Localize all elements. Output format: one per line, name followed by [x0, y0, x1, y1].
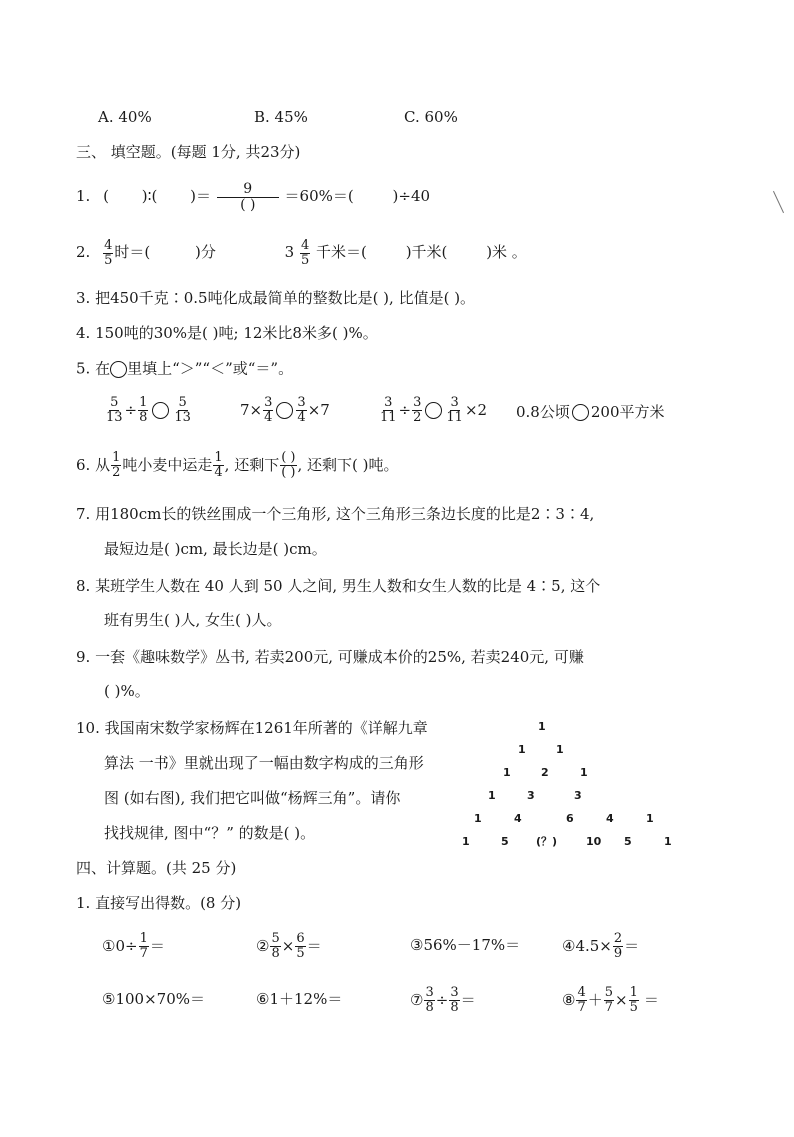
choice-a: A. 40% — [98, 108, 152, 126]
fraction: $\frac{2}{9}$ — [613, 931, 623, 961]
expr-suffix: ×2 — [464, 400, 488, 419]
question-1 — [76, 182, 430, 212]
q1-p1: ( — [103, 187, 109, 206]
tri-cell: 2 — [541, 766, 549, 779]
tri-cell: 5 — [624, 835, 632, 848]
calc-item-3: ③56%－17%＝ — [410, 936, 521, 954]
q10-line1: 10. 我国南宋数学家杨辉在1261年所著的《详解九章 — [76, 719, 428, 737]
fraction: $\frac{1}{5}$ — [629, 985, 638, 1015]
q1-p4: ＝60%＝( — [284, 187, 354, 206]
fraction-blank: ( ) ( ) — [281, 450, 296, 480]
q10-line2: 算法 一书》里就出现了一幅由数字构成的三角形 — [104, 754, 424, 772]
q9-line1: 9. 一套《趣味数学》丛书, 若卖200元, 可赚成本价的25%, 若卖240元, 可赚 — [76, 648, 584, 666]
calc-item-2 — [256, 932, 322, 960]
tri-cell: 3 — [574, 789, 582, 802]
compare-circle-icon[interactable] — [425, 402, 442, 419]
q9-line2: ( )%。 — [104, 682, 150, 700]
operator: ÷ — [435, 990, 449, 1009]
fraction: $\frac{3}{11}$ — [380, 395, 397, 425]
operator: ÷ — [398, 400, 412, 419]
question-6 — [76, 451, 399, 479]
expr-prefix: 4.5× — [575, 936, 612, 955]
equals: ＝ — [149, 936, 165, 955]
blank-circle-icon — [110, 361, 127, 378]
item-index: ④ — [562, 936, 576, 955]
q2-num: 2. — [76, 243, 91, 262]
scan-mark — [773, 191, 784, 213]
q2-p5: )米 。 — [486, 243, 527, 262]
fraction: $\frac{3}{2}$ — [413, 395, 422, 425]
fraction: $\frac{3}{4}$ — [297, 395, 306, 425]
tri-cell: 1 — [538, 720, 546, 733]
operator: ÷ — [124, 400, 138, 419]
tri-cell: 5 — [501, 835, 509, 848]
compare-circle-icon[interactable] — [276, 402, 293, 419]
calc-title: 1. 直接写出得数。(8 分) — [76, 894, 242, 912]
calc-item-8 — [562, 986, 659, 1014]
section3-title: 三、 填空题。(每题 1分, 共23分) — [76, 143, 301, 161]
item-index: ② — [256, 936, 270, 955]
q2-whole: 3 — [284, 243, 295, 262]
item-index: ① — [102, 936, 116, 955]
tri-cell: 4 — [606, 812, 614, 825]
calc-item-4 — [562, 932, 639, 960]
tri-cell-unknown: (？) — [536, 835, 558, 848]
tri-cell: 1 — [556, 743, 564, 756]
calc-item-5: ⑤100×70%＝ — [102, 990, 205, 1008]
fraction: $\frac{3}{4}$ — [264, 395, 273, 425]
q2-p4: )千米( — [405, 243, 448, 262]
q6-p4: , 还剩下( )吨。 — [297, 455, 399, 474]
q1-p3: )＝ — [190, 187, 211, 206]
operator: × — [615, 990, 628, 1009]
q2-p3: 千米＝( — [316, 243, 367, 262]
q1-p2: )∶( — [141, 187, 158, 206]
question-4: 4. 150吨的30%是( )吨; 12米比8米多( )%。 — [76, 324, 378, 342]
q7-line1: 7. 用180cm长的铁丝围成一个三角形, 这个三角形三条边长度的比是2∶3∶4, — [76, 505, 595, 523]
expr-prefix: 0÷ — [115, 936, 138, 955]
equals: ＝ — [460, 990, 476, 1009]
equals: ＝ — [643, 990, 659, 1009]
fraction: $\frac{3}{8}$ — [425, 985, 434, 1015]
equals: ＝ — [624, 936, 640, 955]
expr-prefix: 0.8公顷 — [516, 403, 570, 421]
q1-fraction: 9 ( ) — [217, 182, 279, 212]
q5-expr-3 — [378, 396, 487, 424]
question-2 — [76, 239, 527, 267]
q1-p5: )÷40 — [392, 187, 431, 206]
fraction: $\frac{3}{11}$ — [446, 395, 463, 425]
choice-b: B. 45% — [254, 108, 308, 126]
q5-post: 里填上“＞”“＜”或“＝”。 — [127, 359, 294, 378]
q10-line4: 找找规律, 图中“？” 的数是( )。 — [104, 824, 316, 842]
q8-line1: 8. 某班学生人数在 40 人到 50 人之间, 男生人数和女生人数的比是 4∶5, 这个 — [76, 577, 601, 595]
tri-cell: 1 — [462, 835, 470, 848]
fraction: $\frac{5}{7}$ — [604, 985, 614, 1015]
fraction: $\frac{1}{8}$ — [139, 395, 148, 425]
fraction: 1 2 — [112, 450, 121, 480]
fraction: 5 13 — [174, 395, 191, 425]
q7-line2: 最短边是( )cm, 最长边是( )cm。 — [104, 540, 327, 558]
calc-item-6: ⑥1＋12%＝ — [256, 990, 343, 1008]
fraction: 1 4 — [214, 450, 223, 480]
q5-expr-2 — [240, 396, 330, 424]
question-3: 3. 把450千克∶0.5吨化成最简单的整数比是( ), 比值是( )。 — [76, 289, 476, 307]
tri-cell: 1 — [646, 812, 654, 825]
calc-item-7 — [410, 986, 476, 1014]
q2-frac1: $\frac{4}{5}$ — [104, 238, 113, 268]
q6-p2: 吨小麦中运走 — [122, 455, 213, 474]
fraction: $\frac{6}{5}$ — [296, 931, 305, 961]
tri-cell: 6 — [566, 812, 574, 825]
q1-num: 1. — [76, 187, 91, 206]
q2-p2: )分 — [195, 243, 216, 262]
tri-cell: 1 — [488, 789, 496, 802]
tri-cell: 1 — [518, 743, 526, 756]
q2-p1: 时＝( — [114, 243, 151, 262]
tri-cell: 1 — [664, 835, 672, 848]
tri-cell: 1 — [580, 766, 588, 779]
q8-line2: 班有男生( )人, 女生( )人。 — [104, 611, 282, 629]
q6-p3: , 还剩下 — [224, 455, 280, 474]
tri-cell: 4 — [514, 812, 522, 825]
q2-frac2: $\frac{4}{5}$ — [300, 238, 310, 268]
q6-p1: 6. 从 — [76, 455, 111, 474]
question-5 — [76, 361, 293, 378]
tri-cell: 1 — [474, 812, 482, 825]
q5-pre: 5. 在 — [76, 359, 111, 378]
equals: ＝ — [306, 936, 322, 955]
expr-suffix: ×7 — [307, 400, 330, 419]
item-index: ⑧ — [562, 990, 576, 1009]
expr-prefix: 7× — [240, 400, 263, 419]
operator: ＋ — [587, 990, 603, 1009]
q5-expr-4 — [516, 404, 665, 421]
tri-cell: 1 — [503, 766, 511, 779]
tri-cell: 3 — [527, 789, 535, 802]
q5-expr-1 — [104, 396, 193, 424]
fraction: 4 7 — [577, 985, 586, 1015]
q10-line3: 图 (如右图), 我们把它叫做“杨辉三角”。请你 — [104, 789, 401, 807]
fraction: $\frac{3}{8}$ — [450, 985, 459, 1015]
expr-suffix: 200平方米 — [590, 403, 665, 421]
calc-item-1 — [102, 932, 165, 960]
operator: × — [281, 936, 295, 955]
choice-c: C. 60% — [404, 108, 458, 126]
section4-title: 四、计算题。(共 25 分) — [76, 859, 237, 877]
item-index: ⑦ — [410, 990, 424, 1009]
compare-circle-icon[interactable] — [572, 404, 589, 421]
fraction: $\frac{5}{8}$ — [271, 931, 280, 961]
tri-cell: 10 — [586, 835, 602, 848]
compare-circle-icon[interactable] — [152, 402, 169, 419]
fraction: $\frac{5}{13}$ — [106, 395, 123, 425]
fraction: $\frac{1}{7}$ — [139, 931, 148, 961]
